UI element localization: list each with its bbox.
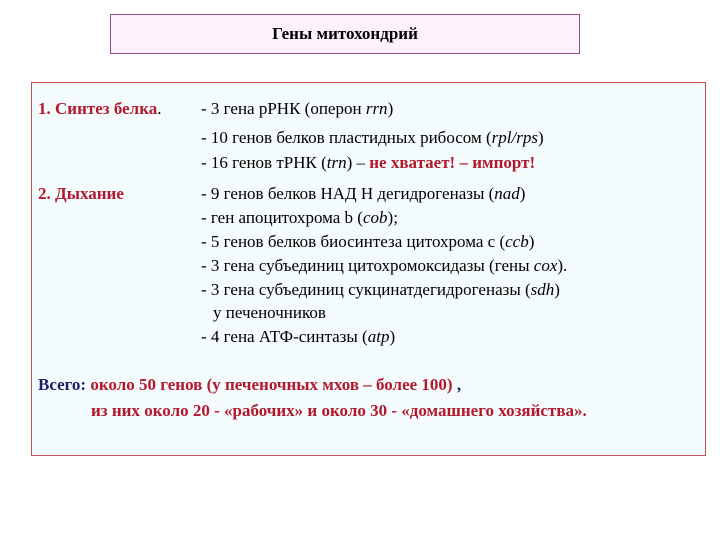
gene-line: - 9 генов белков НАД Н дегидрогеназы (nad) [201,184,526,203]
gene-line: - 5 генов белков биосинтеза цитохрома с (ccb) [201,232,535,251]
gene-line: - 3 гена субъединиц сукцинатдегидрогеназы (sdh) [201,280,560,299]
gene-line: - 4 гена АТФ-синтазы (atp) [201,327,396,346]
gene-line: - 3 гена рРНК (оперон rrn) [201,99,394,118]
summary-line-1: Всего: около 50 генов (у печеночных мхов – более 100) , [38,375,462,394]
gene-line: - 16 генов тРНК (trn) – не хватает! – импорт! [201,153,536,172]
slide-title-box [110,14,580,54]
section-heading-protein-synthesis: 1. Синтез белка. [38,99,162,118]
summary-line-2: из них около 20 - «рабочих» и около 30 - «домашнего хозяйства». [91,401,587,420]
gene-line: - ген апоцитохрома b (cob); [201,208,398,227]
gene-line: - 10 генов белков пластидных рибосом (rpl/rps) [201,128,544,147]
slide-title: Гены митохондрий [272,24,418,43]
gene-line-note: у печеночников [213,303,326,322]
content-box [31,82,706,456]
gene-line: - 3 гена субъединиц цитохромоксидазы (гены cox). [201,256,568,275]
section-heading-respiration: 2. Дыхание [38,184,124,203]
